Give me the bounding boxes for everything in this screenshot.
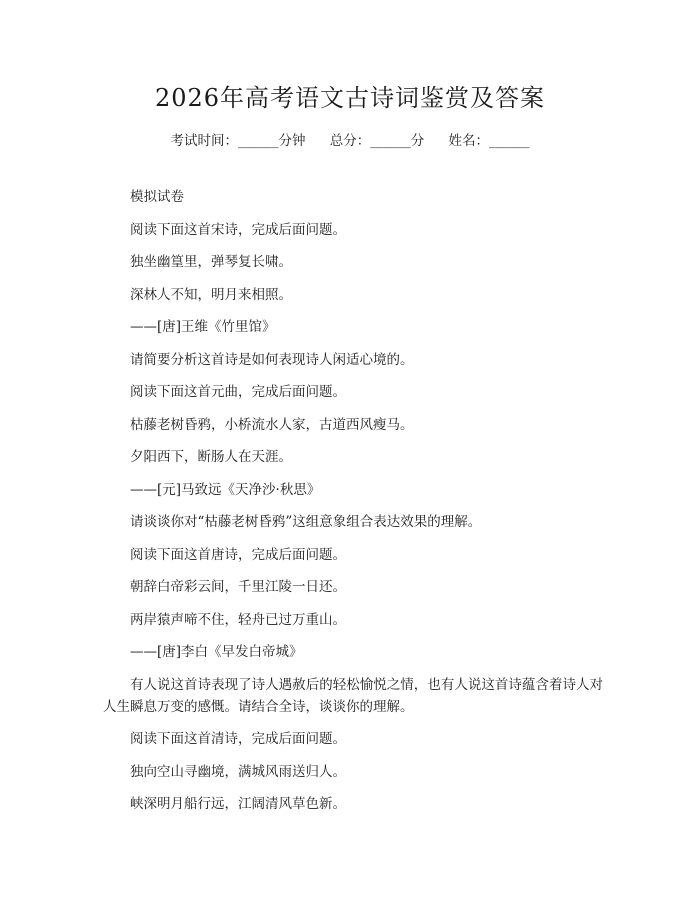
document-title: 2026年高考语文古诗词鉴赏及答案 — [154, 84, 546, 112]
question-prompt: 请谈谈你对“枯藤老树昏鸦”这组意象组合表达效果的理解。 — [130, 514, 482, 530]
document-body — [103, 186, 603, 826]
poem-line: 峡深明月船行远，江阔清风草色新。 — [130, 796, 346, 812]
question-prompt: 有人说这首诗表现了诗人遇赦后的轻松愉悦之情，也有人说这首诗蕴含着诗人对人生瞬息万变的感慨。请结合全诗，谈谈你的理解。 — [103, 676, 603, 715]
question-prompt: 请简要分析这首诗是如何表现诗人闲适心境的。 — [130, 351, 414, 368]
exam-time-field: 考试时间：______分钟 — [170, 133, 306, 149]
question-instruction: 阅读下面这首元曲，完成后面问题。 — [130, 384, 346, 400]
exam-meta — [0, 130, 700, 152]
poem-line: 独坐幽篁里，弹琴复长啸。 — [130, 254, 292, 270]
poem-attribution: ——[唐]王维《竹里馆》 — [130, 319, 276, 335]
question-instruction: 阅读下面这首清诗，完成后面问题。 — [130, 731, 346, 747]
poem-attribution: ——[元]马致远《天净沙·秋思》 — [130, 481, 321, 498]
poem-line: 枯藤老树昏鸦，小桥流水人家，古道西风瘦马。 — [130, 416, 414, 433]
total-score-field: 总分：______分 — [329, 133, 425, 149]
name-field: 姓名：______ — [448, 133, 530, 149]
question-instruction: 阅读下面这首宋诗，完成后面问题。 — [130, 221, 346, 238]
section-heading: 模拟试卷 — [130, 189, 184, 205]
poem-line: 独向空山寻幽境，满城风雨送归人。 — [130, 763, 346, 780]
poem-line: 两岸猿声啼不住，轻舟已过万重山。 — [130, 611, 346, 628]
poem-attribution: ——[唐]李白《早发白帝城》 — [130, 644, 303, 660]
poem-line: 朝辞白帝彩云间，千里江陵一日还。 — [130, 579, 346, 595]
poem-line: 夕阳西下，断肠人在天涯。 — [130, 449, 292, 465]
question-instruction: 阅读下面这首唐诗，完成后面问题。 — [130, 546, 346, 563]
poem-line: 深林人不知，明月来相照。 — [130, 286, 292, 303]
